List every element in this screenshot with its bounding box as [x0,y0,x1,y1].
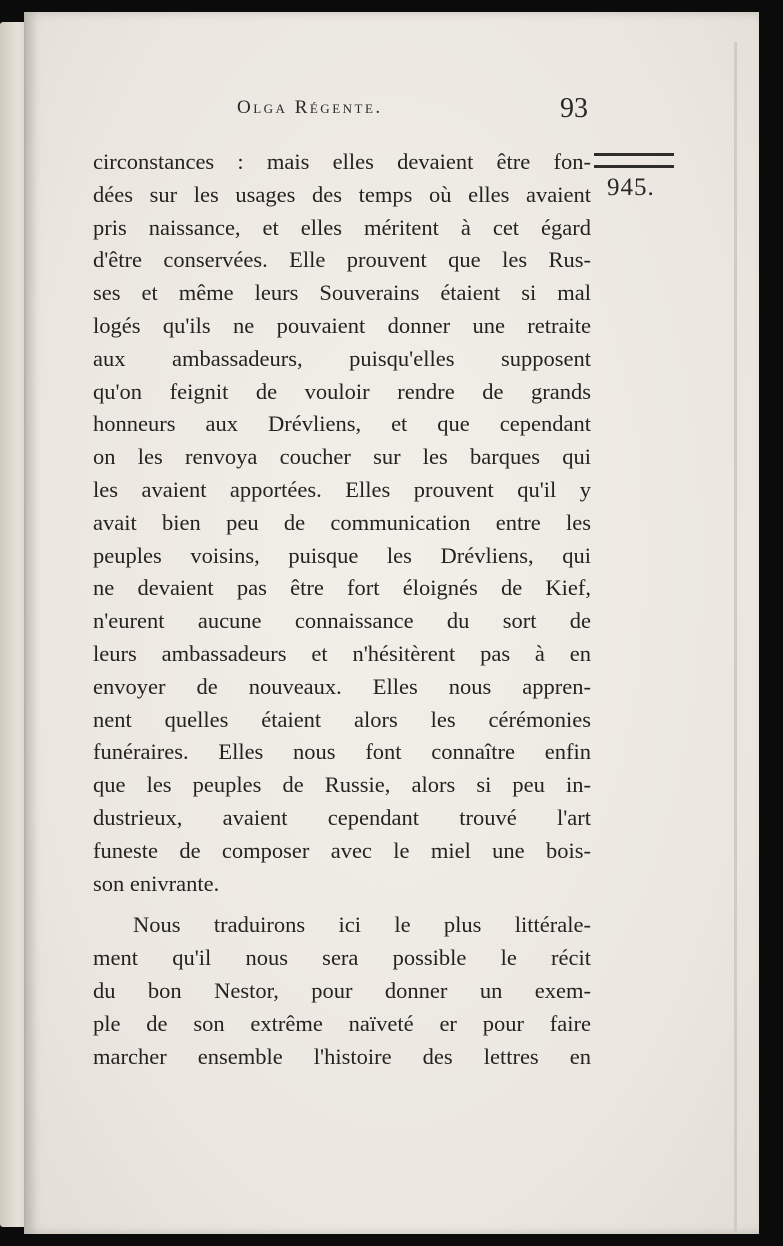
text-line: n'eurent aucune connaissance du sort de [93,608,591,634]
text-line: Nous traduirons ici le plus littérale- [133,912,591,938]
text-line: circonstances : mais elles devaient être fon- [93,149,591,174]
text-line: peuples voisins, puisque les Drévliens, qui [93,542,591,568]
text-line: ses et même leurs Souverains étaient si mal [93,280,591,306]
text-line: nent quelles étaient alors les cérémonies [93,706,591,732]
text-line: du bon Nestor, pour donner un exem- [93,977,591,1003]
page-number: 93 [560,93,588,124]
text-line: honneurs aux Drévliens, et que cependant [93,411,591,437]
text-line: funeste de composer avec le miel une bois- [93,837,591,863]
margin-year-note: 945. [607,174,655,201]
text-line: leurs ambassadeurs et n'hésitèrent pas à en [93,640,591,666]
page-fore-edge [734,42,737,1232]
running-title: Olga Régente. [237,97,383,118]
text-line: ment qu'il nous sera possible le récit [93,945,591,971]
text-line: logés qu'ils ne pouvaient donner une retraite [93,312,591,338]
text-line: funéraires. Elles nous font connaître enfin [93,739,591,765]
text-line: qu'on feignit de vouloir rendre de grands [93,378,591,404]
text-line: dées sur les usages des temps où elles avaient [93,181,591,207]
paragraph-2 [93,909,591,1073]
text-line: aux ambassadeurs, puisqu'elles supposent [93,345,591,371]
paragraph-1 [93,146,591,900]
text-line: que les peuples de Russie, alors si peu in- [93,772,591,798]
text-line: ple de son extrême naïveté er pour faire [93,1010,591,1036]
text-line: d'être conservées. Elle prouvent que les Rus- [93,247,591,273]
paragraph-spacer [93,900,591,909]
text-line: son enivrante. [93,870,220,896]
text-line: on les renvoya coucher sur les barques qui [93,444,591,470]
text-line: pris naissance, et elles méritent à cet égard [93,214,591,240]
text-line: avait bien peu de communication entre les [93,509,591,535]
margin-double-rule [594,153,674,168]
text-line: dustrieux, avaient cependant trouvé l'art [93,804,591,830]
text-line: envoyer de nouveaux. Elles nous appren- [93,673,591,699]
text-line: marcher ensemble l'histoire des lettres en [93,1043,591,1069]
text-line: les avaient apportées. Elles prouvent qu'il y [93,476,591,502]
body-text [93,146,591,1073]
text-line: ne devaient pas être fort éloignés de Kief, [93,575,591,601]
